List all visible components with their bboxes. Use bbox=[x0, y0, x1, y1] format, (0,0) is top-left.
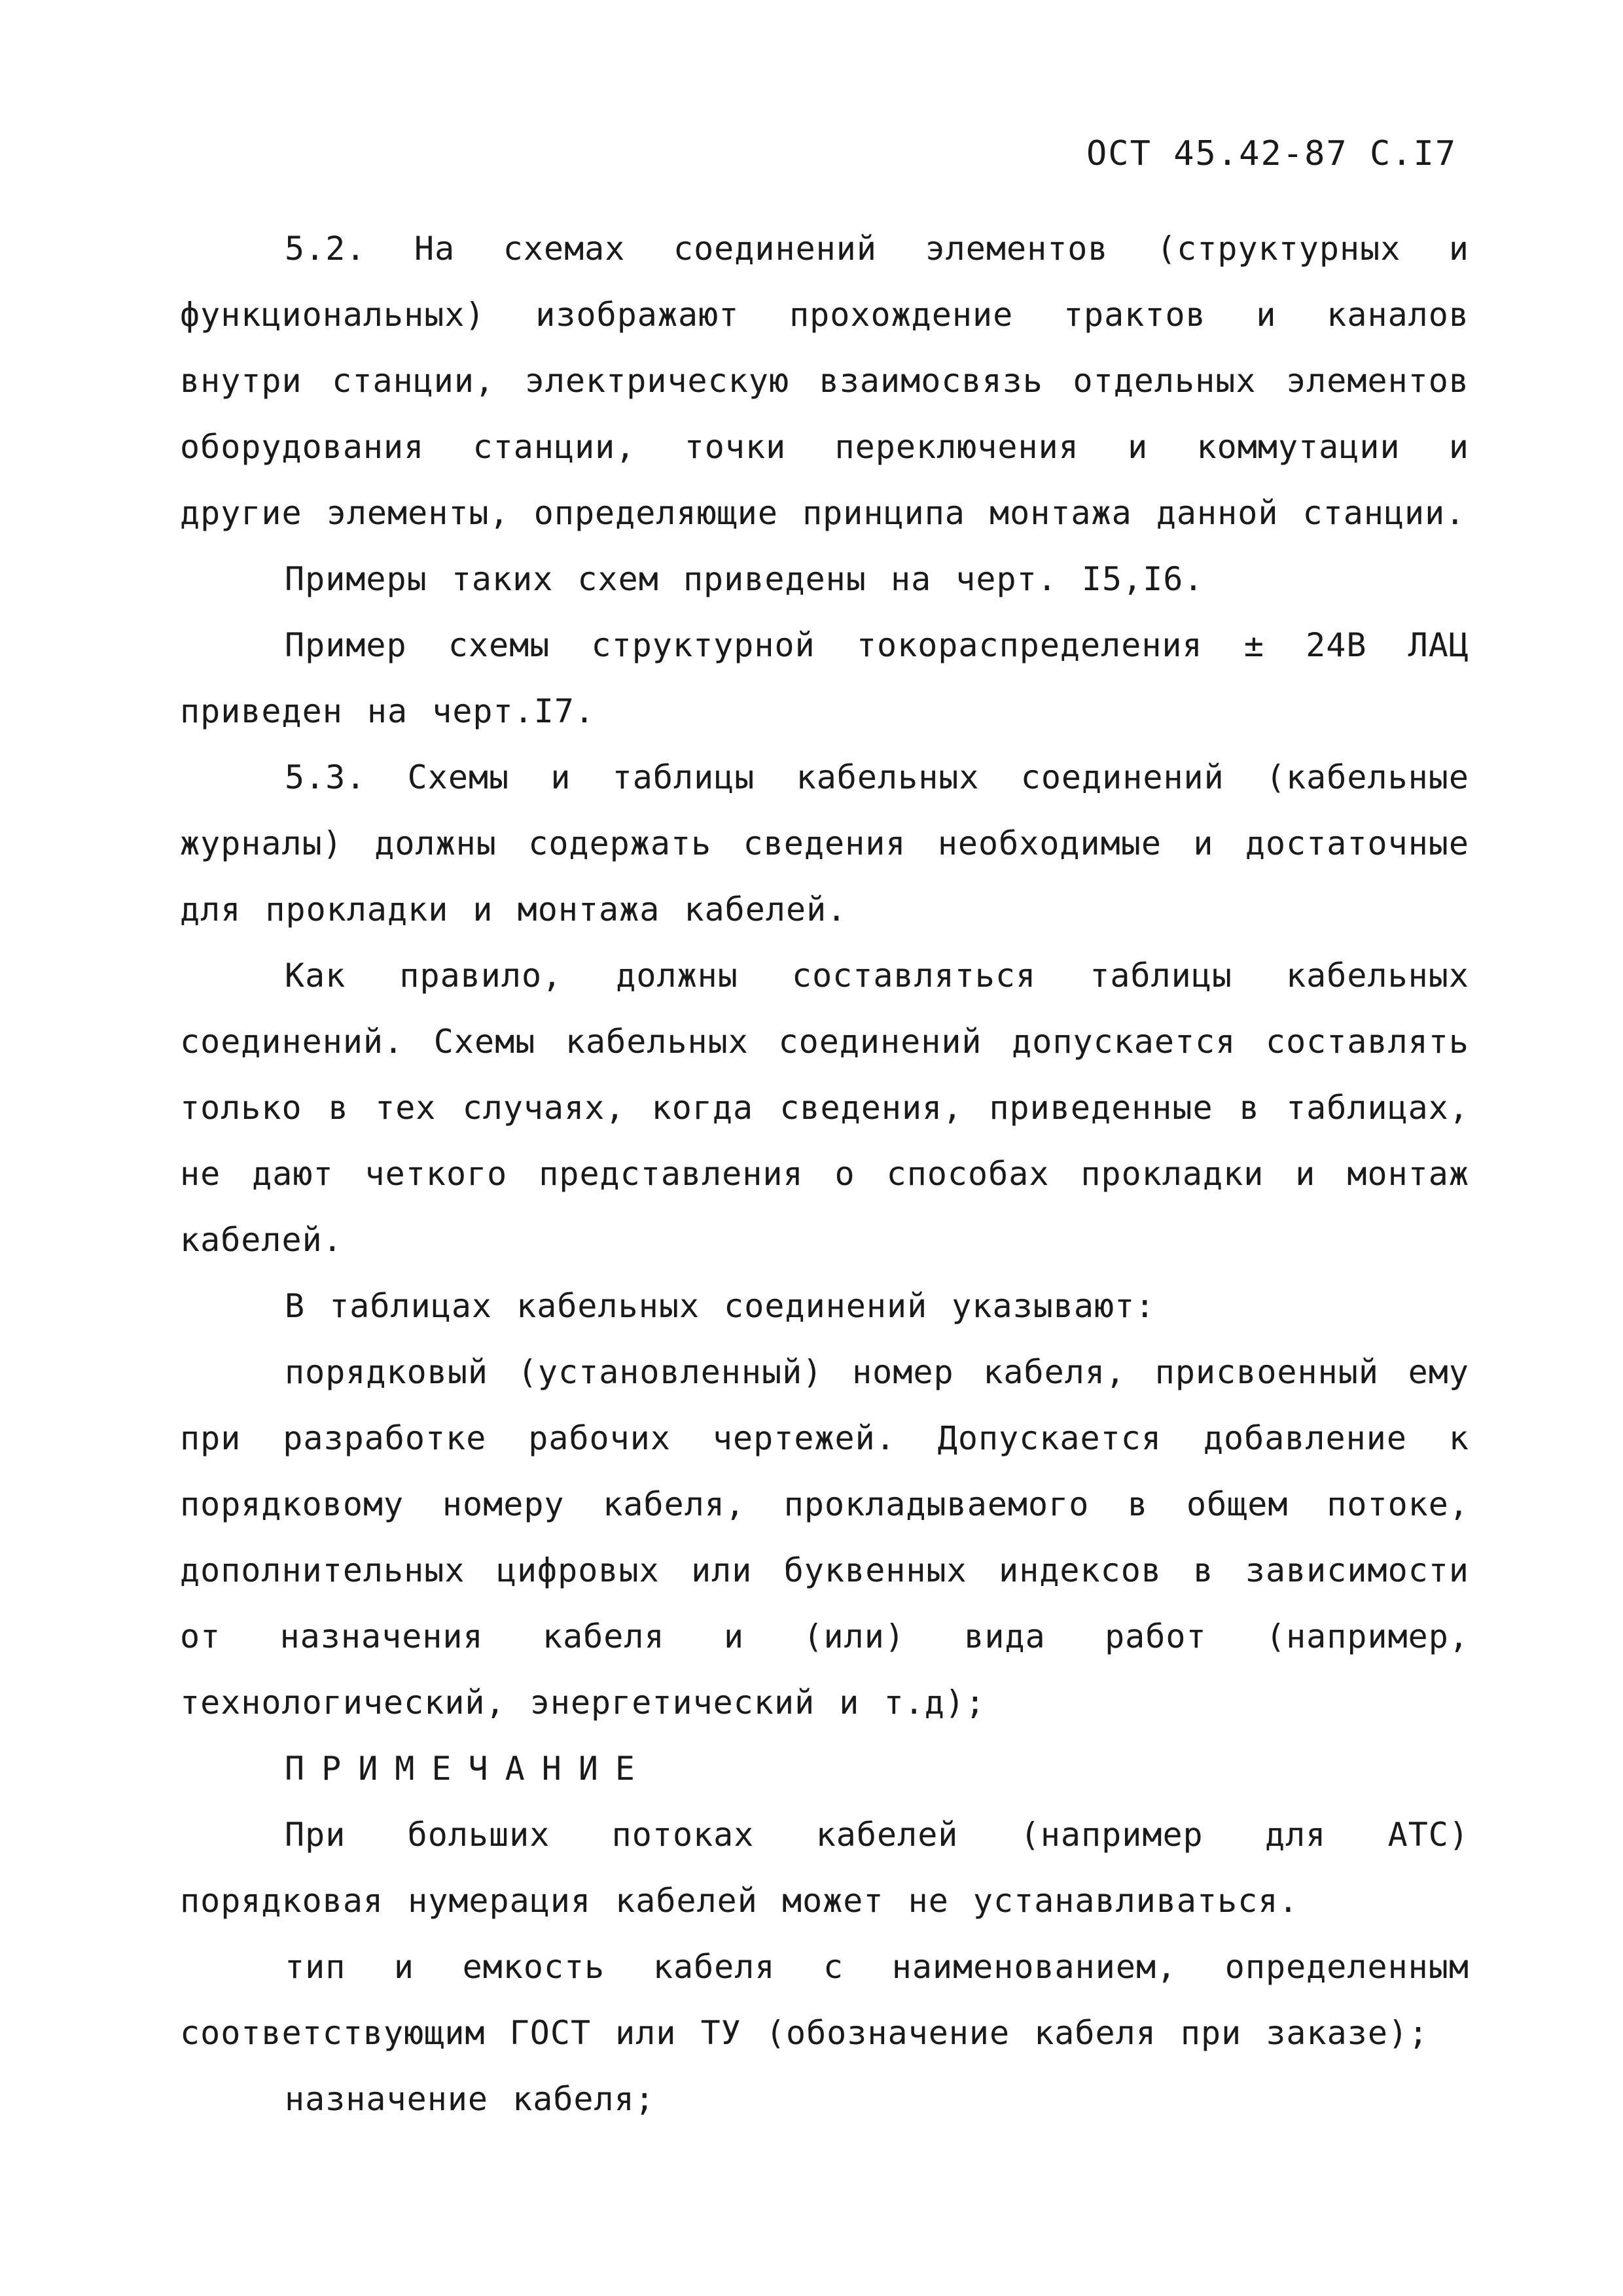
paragraph-5-2: 5.2. На схемах соединений элементов (структурных и функциональных) изображают прохождение трактов и каналов внутри станции, электрическую взаимосвязь отдельных элементов оборудования станции, точки переключения и коммутации и другие элементы, определяющие принципа монтажа данной станции. bbox=[180, 230, 1469, 532]
paragraph-examples: Примеры таких схем приведены на черт. I5,I6. bbox=[285, 560, 1204, 598]
document-reference: ОСТ 45.42-87 С.I7 bbox=[1086, 134, 1457, 173]
list-item-cable-number: порядковый (установленный) номер кабеля, присвоенный ему при разработке рабочих чертежей. Допускается добавление к порядковому номеру кабеля, прокладываемого в общем потоке, дополнительных цифровых или буквенных индексов в зависимости от назначения кабеля и (или) вида работ (например, технологический, энергетический и т.д); bbox=[180, 1353, 1469, 1722]
list-item-cable-purpose: назначение кабеля; bbox=[285, 2080, 655, 2118]
paragraph-5-3: 5.3. Схемы и таблицы кабельных соединений (кабельные журналы) должны содержать сведения необходимые и достаточные для прокладки и монтажа кабелей. bbox=[180, 758, 1469, 928]
paragraph-rule: Как правило, должны составляться таблицы кабельных соединений. Схемы кабельных соединений допускается составлять только в тех случаях, когда сведения, приведенные в таблицах, не дают четкого представления о способах прокладки и монтаж кабелей. bbox=[180, 957, 1469, 1259]
paragraph-power-example: Пример схемы структурной токораспределения ± 24В ЛАЦ приведен на черт.I7. bbox=[180, 626, 1469, 730]
note-text: При больших потоках кабелей (например для АТС) порядковая нумерация кабелей может не устанавливаться. bbox=[180, 1816, 1469, 1920]
list-item-cable-type: тип и емкость кабеля с наименованием, определенным соответствующим ГОСТ или ТУ (обозначение кабеля при заказе); bbox=[180, 1948, 1469, 2052]
document-body bbox=[180, 216, 1469, 2132]
paragraph-tables-list-intro: В таблицах кабельных соединений указывают: bbox=[285, 1287, 1156, 1325]
note-heading: ПРИМЕЧАНИЕ bbox=[285, 1750, 652, 1788]
